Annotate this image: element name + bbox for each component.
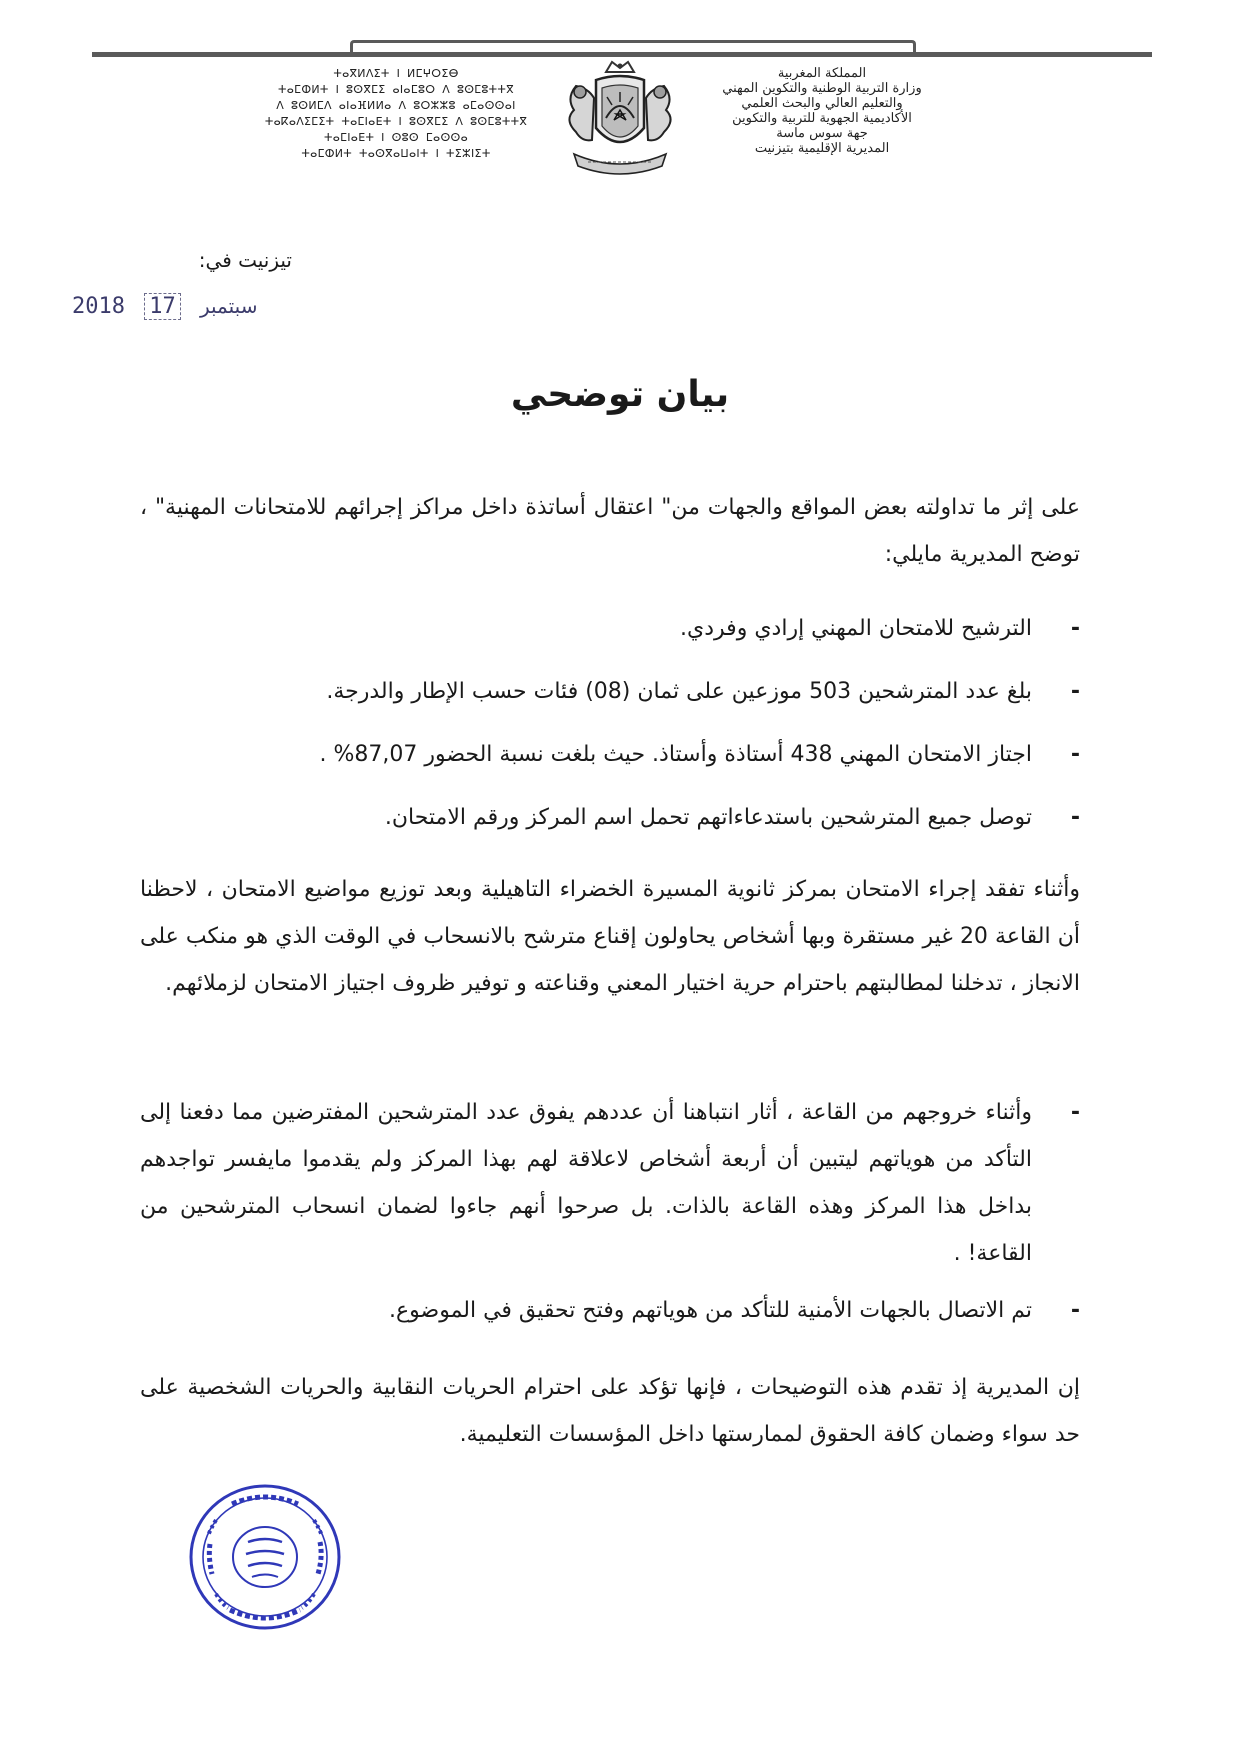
header-tifinagh: [246, 66, 546, 162]
header-arabic: [672, 66, 972, 156]
list-item-text: وأثناء خروجهم من القاعة ، أثار انتباهنا أن عددهم يفوق عدد المترشحين المفترضين مما دفعنا إلى التأكد من هوياتهم ليتبين أن أربعة أشخاص لاعلاقة لهم بهذا المركز ولم يقدموا مايفسر تواجدهم بداخل هذا المركز وهذه القاعة بالذات. بل صرحوا أنهم جاءوا لضمان انسحاب المترشحين من القاعة! .: [140, 1100, 1032, 1266]
list-item: [140, 668, 1080, 715]
intro-paragraph: على إثر ما تداولته بعض المواقع والجهات من" اعتقال أساتذة داخل مراكز إجرائهم للامتحانات المهنية" ، توضح المديرية مايلي:: [140, 495, 1080, 567]
incident-paragraph: وأثناء تفقد إجراء الامتحان بمركز ثانوية المسيرة الخضراء التاهيلية وبعد توزيع مواضيع الامتحان ، لاحظنا أن القاعة 20 غير مستقرة وبها أشخاص يحاولون إقناع مترشح بالانسحاب في الوقت الذي هو منكب على الانجاز ، تدخلنا لمطالبتهم باحترام حرية اختيار المعني وقناعته و توفير ظروف اجتياز الامتحان لزملائهم.: [140, 877, 1081, 996]
header-tifinagh-line: ⵜⴰⵎⵀⵍⵜ ⵏ ⵓⵙⴳⵎⵉ ⴰⵏⴰⵎⵓⵔ ⴷ ⵓⵙⵎⵓⵜⵜⴳ: [278, 83, 514, 96]
header-rule: [92, 52, 1152, 57]
list-item: [140, 731, 1080, 778]
header-arabic-line: والتعليم العالي والبحث العلمي: [741, 96, 903, 111]
header-arabic-line: وزارة التربية الوطنية والتكوين المهني: [722, 81, 922, 96]
list-item: [140, 1089, 1080, 1277]
bullet-dash: -: [1070, 679, 1080, 704]
document-title: بيان توضحي: [510, 374, 730, 415]
list-item-text: اجتاز الامتحان المهني 438 أستاذة وأستاذ. حيث بلغت نسبة الحضور 87,07% .: [319, 742, 1032, 767]
bullet-dash: -: [1070, 1298, 1080, 1323]
place-label: تيزنيت في:: [198, 248, 292, 272]
header-tifinagh-line: ⴷ ⵓⵙⵍⵎⴷ ⴰⵏⴰⴼⵍⵍⴰ ⴷ ⵓⵔⵣⵣⵓ ⴰⵎⴰⵙⵙⴰⵏ: [276, 99, 516, 112]
list-item-text: توصل جميع المترشحين باستدعاءاتهم تحمل اسم المركز ورقم الامتحان.: [384, 805, 1032, 830]
header-tifinagh-line: ⵜⴰⵎⵏⴰⴹⵜ ⵏ ⵙⵓⵙ ⵎⴰⵙⵙⴰ: [323, 131, 468, 144]
header-arabic-line: المديرية الإقليمية بتيزنيت: [754, 141, 890, 156]
list-item: [140, 794, 1080, 841]
header-arabic-line: الأكاديمية الجهوية للتربية والتكوين: [732, 111, 912, 126]
date-day: 17: [144, 293, 181, 320]
list-item-text: بلغ عدد المترشحين 503 موزعين على ثمان (08) فئات حسب الإطار والدرجة.: [326, 679, 1032, 704]
list-item: [140, 1287, 1080, 1334]
date-stamp: [72, 294, 257, 319]
header-arabic-line: المملكة المغربية: [777, 66, 867, 81]
date-year: 2018: [72, 294, 125, 319]
header-tifinagh-line: ⵜⴰⴳⵍⴷⵉⵜ ⵏ ⵍⵎⵖⵔⵉⴱ: [333, 67, 459, 80]
moroccan-coat-of-arms-emblem: [552, 58, 688, 186]
header-tifinagh-line: ⵜⴰⴽⴰⴷⵉⵎⵉⵜ ⵜⴰⵎⵏⴰⴹⵜ ⵏ ⵓⵙⴳⵎⵉ ⴷ ⵓⵙⵎⵓⵜⵜⴳ: [264, 115, 528, 128]
bullet-dash: -: [1070, 742, 1080, 767]
bullet-dash: -: [1070, 616, 1080, 641]
bullet-dash: -: [1070, 805, 1080, 830]
header-arabic-line: جهة سوس ماسة: [776, 126, 868, 141]
list-item-text: الترشيح للامتحان المهني إرادي وفردي.: [680, 616, 1032, 641]
header-tifinagh-line: ⵜⴰⵎⵀⵍⵜ ⵜⴰⵙⴳⴰⵡⴰⵏⵜ ⵏ ⵜⵉⵣⵏⵉⵜ: [301, 147, 491, 160]
bullet-dash: -: [1070, 1100, 1080, 1125]
list-item-text: تم الاتصال بالجهات الأمنية للتأكد من هوياتهم وفتح تحقيق في الموضوع.: [389, 1298, 1032, 1323]
facts-list: [140, 605, 1080, 857]
list-item: [140, 605, 1080, 652]
incident-list: [140, 1089, 1080, 1334]
closing-paragraph: إن المديرية إذ تقدم هذه التوضيحات ، فإنها تؤكد على احترام الحريات النقابية والحريات الشخصية على حد سواء وضمان كافة الحقوق لممارستها داخل المؤسسات التعليمية.: [140, 1375, 1080, 1447]
date-month: سبتمبر: [199, 294, 258, 318]
official-stamp-seal: [186, 1478, 344, 1636]
